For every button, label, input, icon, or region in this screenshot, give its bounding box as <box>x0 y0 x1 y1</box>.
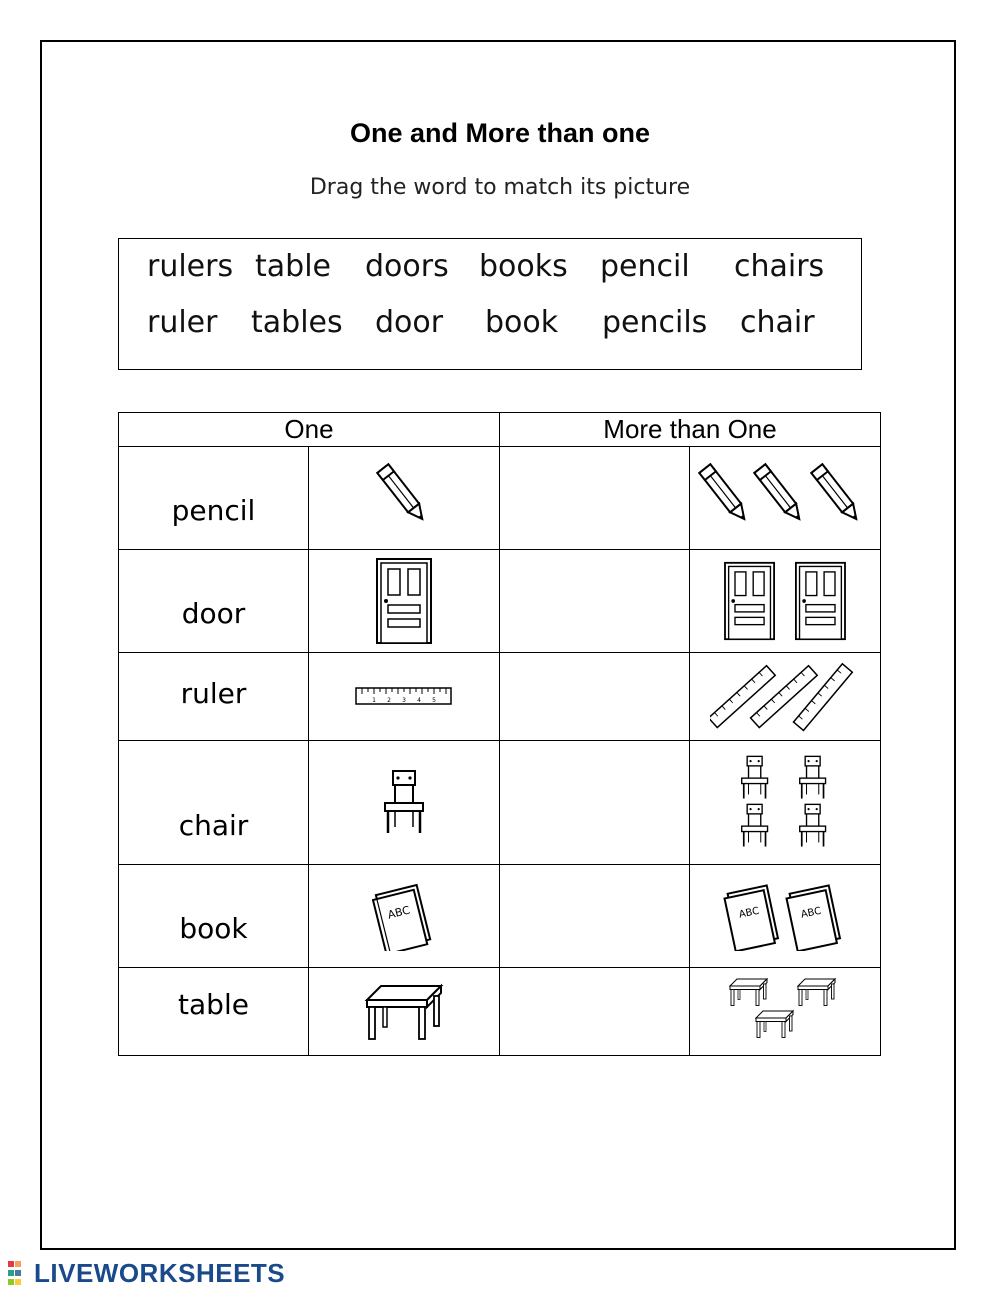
word-chip-chair[interactable]: chair <box>740 305 815 340</box>
drop-zone-doors[interactable] <box>500 550 690 653</box>
worksheet-instruction: Drag the word to match its picture <box>309 175 691 200</box>
ruler-number-2: 2 <box>387 696 391 704</box>
header-one: One <box>119 413 500 447</box>
word-chip-book[interactable]: book <box>485 305 559 340</box>
word-chip-chairs[interactable]: chairs <box>734 249 825 284</box>
drop-zone-rulers[interactable] <box>500 653 690 741</box>
word-chip-doors[interactable]: doors <box>365 249 449 284</box>
table-icon <box>309 968 500 1056</box>
row-word-ruler: ruler <box>119 653 309 741</box>
pencil-icon <box>309 447 500 550</box>
doors-icon <box>690 550 881 653</box>
drop-zone-tables[interactable] <box>500 968 690 1056</box>
drop-zone-chairs[interactable] <box>500 741 690 865</box>
word-chip-ruler[interactable]: ruler <box>147 305 218 340</box>
worksheet-title: One and More than one <box>349 118 651 148</box>
book-icon <box>309 865 500 968</box>
row-word-table: table <box>119 968 309 1056</box>
book-label: ABC <box>386 903 412 922</box>
word-chip-tables[interactable]: tables <box>251 305 343 340</box>
row-word-book: book <box>119 865 309 968</box>
word-chip-books[interactable]: books <box>479 249 568 284</box>
matching-table <box>118 412 881 1056</box>
book-label-2: ABC <box>799 905 823 921</box>
row-word-pencil: pencil <box>119 447 309 550</box>
ruler-number-1: 1 <box>372 696 376 704</box>
word-bank <box>118 238 862 370</box>
logo-icon <box>8 1261 30 1285</box>
drop-zone-books[interactable] <box>500 865 690 968</box>
ruler-icon <box>309 653 500 741</box>
ruler-number-5: 5 <box>432 696 436 704</box>
word-chip-pencil[interactable]: pencil <box>600 249 690 284</box>
chair-icon <box>309 741 500 865</box>
word-chip-pencils[interactable]: pencils <box>602 305 708 340</box>
books-icon <box>690 865 881 968</box>
logo-text: LIVEWORKSHEETS <box>34 1257 286 1288</box>
tables-icon <box>690 968 881 1056</box>
row-word-door: door <box>119 550 309 653</box>
book-label-1: ABC <box>737 905 761 921</box>
drop-zone-pencils[interactable] <box>500 447 690 550</box>
door-icon <box>309 550 500 653</box>
word-chip-rulers[interactable]: rulers <box>147 249 234 284</box>
header-more-than-one: More than One <box>500 413 881 447</box>
ruler-number-4: 4 <box>417 696 421 704</box>
liveworksheets-logo <box>8 1258 285 1288</box>
ruler-number-3: 3 <box>402 696 406 704</box>
row-word-chair: chair <box>119 741 309 865</box>
pencils-icon <box>690 447 881 550</box>
word-chip-door[interactable]: door <box>375 305 444 340</box>
chairs-icon <box>690 741 881 865</box>
rulers-icon <box>690 653 881 741</box>
word-chip-table[interactable]: table <box>255 249 331 284</box>
